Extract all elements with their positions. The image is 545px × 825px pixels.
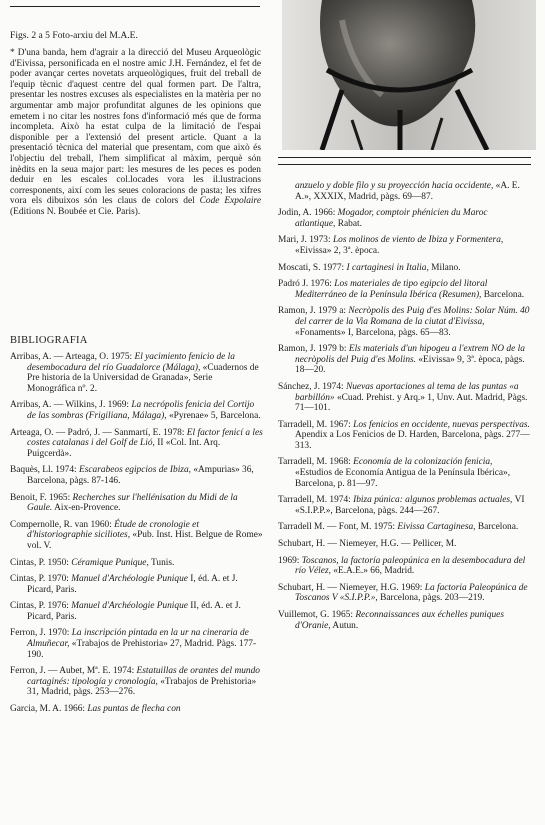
entry-author: Compernolle, R. van 1960: bbox=[10, 519, 115, 530]
entry-author: Padró J. 1976: bbox=[278, 279, 335, 290]
entry-title: Economía de la colonización fenicia, bbox=[353, 457, 493, 468]
bibliography-entry bbox=[10, 666, 263, 698]
entry-author: Arribas, A. — Wilkins, J. 1969: bbox=[10, 400, 132, 411]
bibliography-entry bbox=[278, 344, 530, 376]
bibliography-entry bbox=[278, 420, 530, 452]
entry-title: Manuel d'Archéologie Punique bbox=[71, 574, 188, 585]
bibliography-entry bbox=[278, 181, 530, 202]
bibliography-entry bbox=[10, 574, 263, 595]
note-body: * D'una banda, hem d'agrair a la direcció del Museu Arqueològic d'Eivissa, personificada en el nostre amic J.H. Fernández, el fet de poder avançar certes novetats arqueològiques, fruit del treball de l'equip tècnic d'aquest centre del qual formen part. De l'altra, presentar les nostres excuses als especialistes en la matèria per no argumentar amb major profunditat algunes de les opinions que emetem i no citar les nostres fons d'informació més que de forma incompleta. Això ha estat culpa de la limitació de l'espai disponible per a l'extensió del present article. Quant a la presentació tècnica del material que presentam, com que això és l'objectiu del treball, l'hem simplificat al màxim, perquè són inèdits en la seua major part: les mesures de les peces es poden deduir en les escales col.locades vora les il.lustracions corresponents, així com les seues coloracions de pasta; les xifres vora els dibuixos són les claus de colors del bbox=[10, 48, 261, 207]
entry-source: Apendix a Los Fenicios de D. Harden, Barcelona, pàgs. 277—313. bbox=[295, 430, 530, 451]
entry-source: «Trabajos de Prehistoria» 27, Madrid. Pàgs. 177-190. bbox=[27, 639, 257, 660]
entry-author: Jodin, A. 1966: bbox=[278, 208, 338, 219]
bibliography-entry bbox=[278, 382, 530, 414]
bibliography-entry bbox=[278, 556, 530, 577]
bibliography-entry bbox=[278, 208, 530, 229]
entry-source: «E.A.E.» 66, Madrid. bbox=[330, 566, 415, 577]
bibliography-entry bbox=[10, 558, 263, 569]
bibliography-entry bbox=[278, 539, 530, 550]
entry-author: Ferron, J. 1970: bbox=[10, 628, 72, 639]
entry-author: Arribas, A. — Arteaga, O. 1975: bbox=[10, 352, 135, 362]
entry-author: Tarradell, M. 1967: bbox=[278, 419, 354, 430]
right-second-rule bbox=[278, 164, 531, 165]
bibliography-left-column bbox=[10, 352, 263, 721]
entry-title: La inscripción pintada en la ur na cineraria de Almuñecar, bbox=[27, 628, 249, 650]
bibliography-entry bbox=[278, 583, 530, 604]
entry-author: Ferron, J. — Aubet, Mª. E. 1974: bbox=[10, 666, 137, 677]
entry-title: Las puntas de flecha con bbox=[87, 704, 181, 715]
entry-author: Baquès, Ll. 1974: bbox=[10, 465, 80, 476]
bibliography-entry bbox=[10, 601, 263, 622]
bibliography-entry bbox=[10, 465, 263, 486]
bibliography-right-column bbox=[278, 181, 530, 637]
entry-title: Ibiza púnica: algunos problemas actuales, bbox=[353, 495, 513, 506]
entry-source: «Trabajos de Prehistoria» 31, Madrid, pàgs. 253—276. bbox=[27, 676, 257, 698]
bibliography-entry bbox=[10, 428, 263, 460]
entry-source: «Fonaments» I, Barcelona, pàgs. 65—83. bbox=[295, 327, 451, 338]
entry-author: Ramon, J. 1979 a: bbox=[278, 306, 349, 317]
entry-author: Garcia, M. A. 1966: bbox=[10, 704, 88, 715]
entry-author: Cintas, P. 1950: bbox=[10, 557, 72, 568]
entry-source: Autun. bbox=[330, 620, 359, 631]
entry-source: Milano. bbox=[428, 262, 461, 273]
entry-author: Arteaga, O. — Padró, J. — Sanmartí, E. 1978: bbox=[10, 427, 187, 438]
entry-source: Rabat. bbox=[335, 218, 362, 229]
entry-title: La factoria Paleopúnica de Toscanos V «S.I.P.P.», bbox=[295, 582, 528, 604]
acknowledgement-note bbox=[10, 48, 261, 218]
entry-source: Tunis. bbox=[148, 557, 175, 568]
entry-author: Cintas, P. 1976: bbox=[10, 601, 72, 612]
entry-title: Estatuillas de orantes del mundo cartaginés: tipología y cronología, bbox=[27, 666, 260, 687]
bibliography-entry bbox=[278, 610, 530, 631]
entry-title: Eivissa Cartaginesa, bbox=[397, 522, 476, 533]
bibliography-entry bbox=[10, 400, 263, 421]
entry-author: 1969: bbox=[278, 555, 302, 566]
entry-title: El yacimiento fenicio de la desembocadura del río Guadalorce (Málaga), bbox=[27, 352, 235, 373]
entry-source: «Eivissa» 2, 3ª. època. bbox=[295, 245, 380, 256]
right-top-rule bbox=[278, 157, 531, 158]
bibliography-entry bbox=[10, 704, 263, 715]
entry-author: Sánchez, J. 1974: bbox=[278, 381, 346, 392]
entry-source: Aix-en-Provence. bbox=[52, 503, 121, 514]
entry-source: «Ampurias» 36, Barcelona, pàgs. 87-146. bbox=[27, 465, 254, 486]
artifact-photo bbox=[282, 0, 536, 150]
entry-title: Toscanos, la factoría paleopúnica en la desembocadura del río Vélez, bbox=[295, 555, 526, 577]
entry-author: Tarradell, M. 1974: bbox=[278, 495, 354, 506]
entry-source: «A. E. A.», XXXIX, Madrid, pàgs. 69—87. bbox=[295, 181, 520, 202]
bibliography-entry bbox=[278, 279, 530, 300]
entry-author: Ramon, J. 1979 b: bbox=[278, 344, 349, 355]
entry-title: La necrópolis fenicia del Cortijo de las sombras (Frigiliana, Málaga), bbox=[27, 400, 255, 421]
entry-source: II, éd. A. et J. Picard, Paris. bbox=[27, 601, 241, 622]
bibliography-entry bbox=[10, 352, 263, 394]
bibliography-entry bbox=[10, 628, 263, 660]
entry-title: El factor fenicí a les costes catalanas i del Golf de Lió, bbox=[27, 427, 263, 449]
entry-author: Tarradell M. — Font, M. 1975: bbox=[278, 522, 398, 533]
bibliography-entry bbox=[10, 520, 263, 552]
entry-author: Tarradell, M. 1968: bbox=[278, 457, 354, 468]
entry-title: Los materiales de tipo egipcio del litoral Mediterráneo de la Península Ibérica (Resumen), bbox=[295, 279, 488, 300]
entry-author: Vuillemot, G. 1965: bbox=[278, 610, 356, 620]
entry-title: Céramique Punique, bbox=[71, 557, 149, 568]
entry-author: Cintas, P. 1970: bbox=[10, 574, 72, 585]
bibliography-entry bbox=[278, 495, 530, 516]
entry-title: Nuevas aportaciones al tema de las puntas «a barbillón» bbox=[295, 381, 519, 403]
entry-title: Recherches sur l'hellénisation du Midi de la Gaule. bbox=[27, 492, 238, 514]
entry-source: VI «S.I.P.P.», Barcelona, pàgs. 244—267. bbox=[295, 495, 525, 516]
entry-title: I cartaginesi in Italia, bbox=[346, 262, 429, 273]
bibliography-entry bbox=[278, 457, 530, 489]
entry-source: «Estudios de Economía Antigua de la Península Ibérica», Barcelona, p. 81—97. bbox=[295, 468, 511, 489]
entry-title: Los fenicios en occidente, nuevas perspectivas. bbox=[353, 419, 530, 430]
entry-title: Els materials d'un hipogeu a l'extrem NO de la necròpolis del Puig d'es Molins. bbox=[295, 344, 525, 365]
entry-title: Reconnaissances aux échelles puniques d'Oranie, bbox=[295, 610, 504, 631]
top-rule bbox=[10, 6, 260, 7]
bibliography-entry bbox=[278, 235, 530, 256]
bibliography-entry bbox=[278, 522, 530, 533]
entry-author: Moscati, S. 1977: bbox=[278, 262, 347, 273]
entry-title: Mogador, comptoir phénicien du Maroc atlantique, bbox=[295, 208, 488, 229]
figure-caption: Figs. 2 a 5 Foto-arxiu del M.A.E. bbox=[10, 30, 138, 41]
entry-author: Benoit, F. 1965: bbox=[10, 492, 73, 503]
bibliography-entry bbox=[278, 306, 530, 338]
entry-source: «Cuadernos de Pre historia de la Universidad de Granada», Serie Monográfica nº. 2. bbox=[27, 362, 259, 394]
entry-source: «Cuad. Prehist. y Arq.» 1, Unv. Aut. Madrid, Pàgs. 71—101. bbox=[295, 392, 528, 414]
entry-title: Étude de cronologie et d'historiographie siciliotes, bbox=[27, 519, 199, 541]
entry-source: Barcelona, pàgs. 203—219. bbox=[377, 593, 485, 604]
entry-title: Escarabeos egipcios de Ibiza, bbox=[79, 465, 191, 476]
bibliography-heading: BIBLIOGRAFIA bbox=[10, 335, 88, 346]
entry-source: «Pyrenae» 5, Barcelona. bbox=[166, 410, 261, 421]
amphora-stand-image bbox=[282, 0, 536, 150]
note-italic-title: Code Expolaire bbox=[199, 196, 261, 207]
entry-title: Los molinos de viento de Ibiza y Formentera, bbox=[332, 235, 504, 246]
entry-author: Schubart, H. — Niemeyer, H.G. — Pellicer, M. bbox=[278, 539, 457, 550]
entry-source: «Eivissa» 9, 3ª. època, pàgs. 18—20. bbox=[295, 354, 525, 376]
entry-source: Barcelona. bbox=[481, 289, 525, 300]
entry-title: Manuel d'Archéologie Punique bbox=[71, 601, 188, 612]
entry-title: Necròpolis des Puig d'es Molins: Solar Núm. 40 del carrer de la Via Romana de la ciutat d'Eivissa, bbox=[295, 306, 530, 327]
entry-source: Barcelona. bbox=[475, 522, 519, 533]
entry-source: I, éd. A. et J. Picard, Paris. bbox=[27, 574, 238, 595]
bibliography-entry bbox=[278, 263, 530, 274]
bibliography-entry bbox=[10, 493, 263, 514]
entry-title: anzuelo y doble filo y su proyección hacia occidente, bbox=[295, 181, 494, 191]
entry-author: Schubart, H. — Niemeyer, H.G. 1969: bbox=[278, 582, 425, 593]
entry-source: «Pub. Inst. Hist. Belgue de Rome» vol. V. bbox=[27, 530, 263, 551]
note-tail: (Editions N. Boubée et Cie. Paris). bbox=[10, 206, 141, 217]
entry-author: Mari, J. 1973: bbox=[278, 235, 333, 246]
entry-source: II «Col. Int. Arq. Puigcerdà». bbox=[27, 438, 221, 459]
